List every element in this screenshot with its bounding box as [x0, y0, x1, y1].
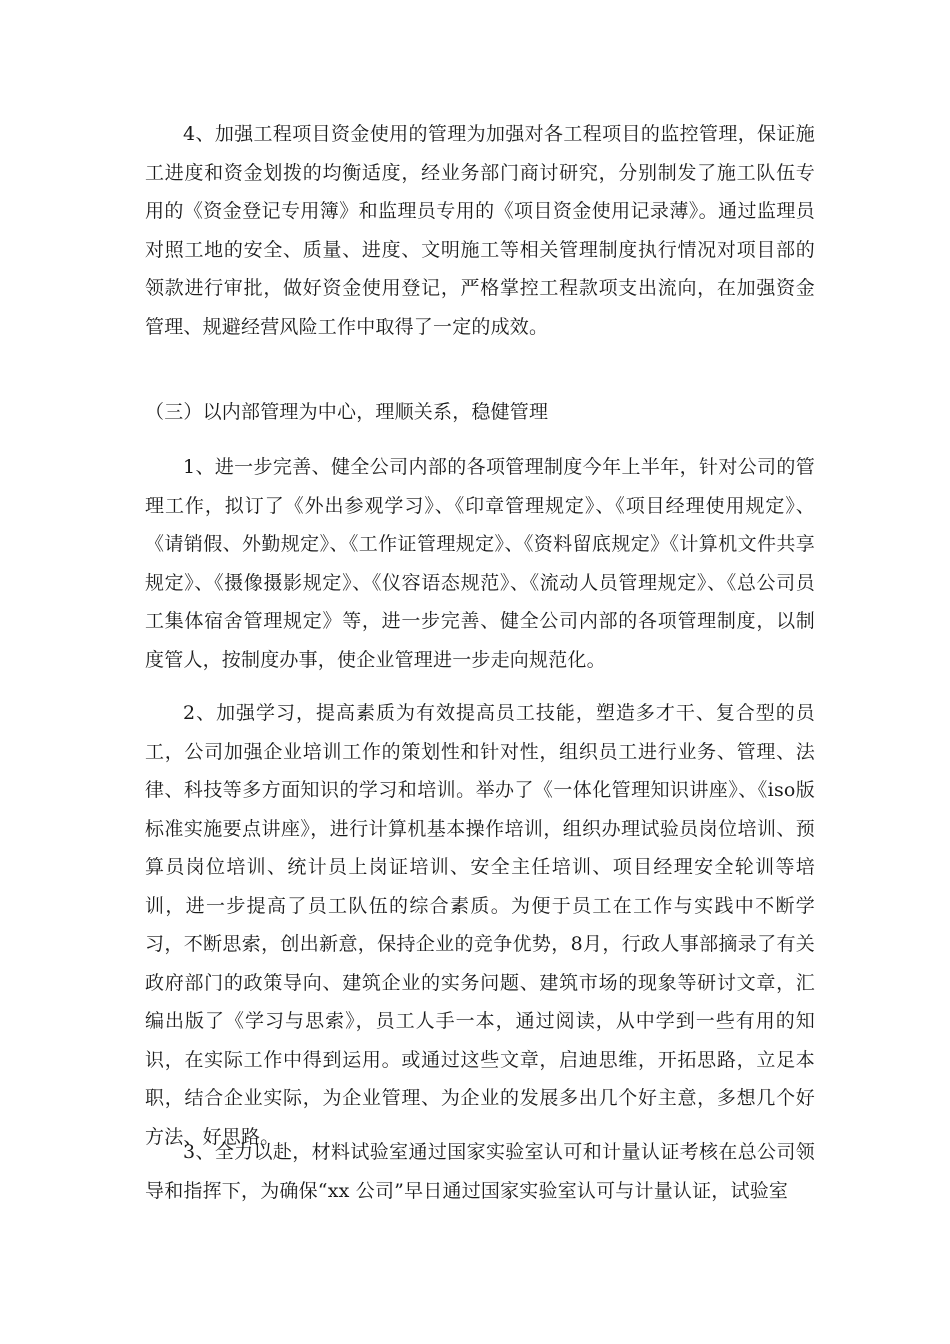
- paragraph-fund-management: 4、加强工程项目资金使用的管理为加强对各工程项目的监控管理，保证施工进度和资金划拨的均衡适度，经业务部门商讨研究，分别制发了施工队伍专用的《资金登记专用簿》和监理员专用的《项目资金使用记录薄》。通过监理员对照工地的安全、质量、进度、文明施工等相关管理制度执行情况对项目部的领款进行审批，做好资金使用登记，严格掌控工程款项支出流向，在加强资金管理、规避经营风险工作中取得了一定的成效。: [145, 123, 815, 338]
- section-heading: （三）以内部管理为中心，理顺关系，稳健管理: [145, 401, 549, 423]
- paragraph-training: 2、加强学习，提高素质为有效提高员工技能，塑造多才干、复合型的员工，公司加强企业培训工作的策划性和针对性，组织员工进行业务、管理、法律、科技等多方面知识的学习和培训。举办了《一体化管理知识讲座》、《iso版标准实施要点讲座》，进行计算机基本操作培训，组织办理试验员岗位培训、预算员岗位培训、统计员上岗证培训、安全主任培训、项目经理安全轮训等培训，进一步提高了员工队伍的综合素质。为便于员工在工作与实践中不断学习，不断思索，创出新意，保持企业的竞争优势，8月，行政人事部摘录了有关政府部门的政策导向、建筑企业的实务问题、建筑市场的现象等研讨文章，汇编出版了《学习与思索》，员工人手一本，通过阅读，从中学到一些有用的知识，在实际工作中得到运用。或通过这些文章，启迪思维，开拓思路，立足本职，结合企业实际，为企业管理、为企业的发展多出几个好主意，多想几个好方法、好思路。: [145, 702, 815, 1148]
- paragraph-lab-certification: 3、全力以赴，材料试验室通过国家实验室认可和计量认证考核在总公司领导和指挥下，为确保“xx 公司”早日通过国家实验室认可与计量认证，试验室: [145, 1141, 815, 1202]
- paragraph-internal-rules: 1、进一步完善、健全公司内部的各项管理制度今年上半年，针对公司的管理工作，拟订了《外出参观学习》、《印章管理规定》、《项目经理使用规定》、《请销假、外勤规定》、《工作证管理规定》、《资料留底规定》《计算机文件共享规定》、《摄像摄影规定》、《仪容语态规范》、《流动人员管理规定》、《总公司员工集体宿舍管理规定》等，进一步完善、健全公司内部的各项管理制度，以制度管人，按制度办事，使企业管理进一步走向规范化。: [145, 456, 815, 671]
